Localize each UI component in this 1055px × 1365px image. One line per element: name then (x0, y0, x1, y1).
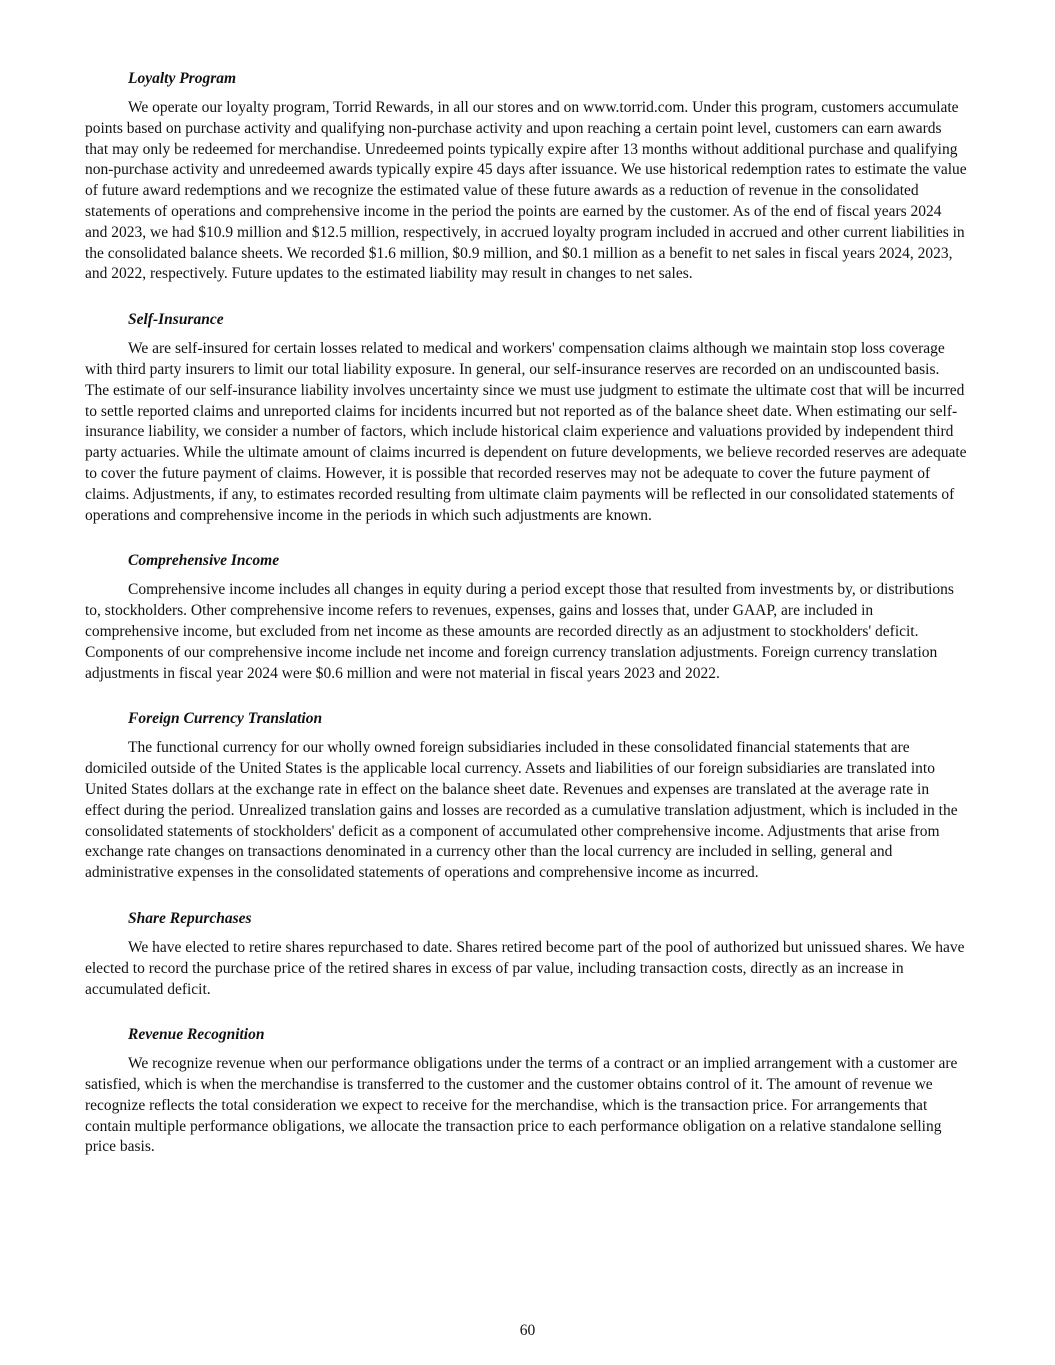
section-revenue-recognition (85, 1024, 967, 1158)
section-heading: Share Repurchases (128, 909, 252, 927)
section-heading: Revenue Recognition (128, 1026, 265, 1044)
section-heading: Self-Insurance (128, 311, 224, 329)
section-paragraph: Comprehensive income includes all changes in equity during a period except those that resulted from investments by, or distributions to, stockholders. Other comprehensive income refers to revenues, expenses, gains and losses that, under GAAP, are included in comprehensive income, but excluded from net income as these amounts are recorded directly as an adjustment to stockholders' deficit. Components of our comprehensive income include net income and foreign currency translation adjustments. Foreign currency translation adjustments in fiscal year 2024 were $0.6 million and were not material in fiscal years 2023 and 2022. (85, 581, 954, 682)
section-paragraph: We operate our loyalty program, Torrid Rewards, in all our stores and on www.torrid.com. Under this program, customers accumulate points based on purchase activity and qualifying non-purchase activity and upon reaching a certain point level, customers can earn awards that may only be redeemed for merchandise. Unredeemed points typically expire after 13 months without additional purchase and qualifying non-purchase activity and unredeemed awards typically expire 45 days after issuance. We use historical redemption rates to estimate the value of future award redemptions and we recognize the estimated value of these future awards as a reduction of revenue in the consolidated statements of operations and comprehensive income in the period the points are earned by the customer. As of the end of fiscal years 2024 and 2023, we had $10.9 million and $12.5 million, respectively, in accrued loyalty program included in accrued and other current liabilities in the consolidated balance sheets. We recorded $1.6 million, $0.9 million, and $0.1 million as a benefit to net sales in fiscal years 2024, 2023, and 2022, respectively. Future updates to the estimated liability may result in changes to net sales. (85, 99, 967, 283)
section-paragraph: We recognize revenue when our performance obligations under the terms of a contract or an implied arrangement with a customer are satisfied, which is when the merchandise is transferred to the customer and the customer obtains control of it. The amount of revenue we recognize reflects the total consideration we expect to receive for the merchandise, which is the transaction price. For arrangements that contain multiple performance obligations, we allocate the transaction price to each performance obligation on a relative standalone selling price basis. (85, 1055, 958, 1156)
section-comprehensive-income (85, 550, 967, 684)
section-paragraph: The functional currency for our wholly owned foreign subsidiaries included in these consolidated financial statements that are domiciled outside of the United States is the applicable local currency. Assets and liabilities of our foreign subsidiaries are translated into United States dollars at the exchange rate in effect on the balance sheet date. Revenues and expenses are translated at the average rate in effect during the period. Unrealized translation gains and losses are recorded as a cumulative translation adjustment, which is included in the consolidated statements of stockholders' deficit as a component of accumulated other comprehensive income. Adjustments that arise from exchange rate changes on transactions denominated in a currency other than the local currency are included in selling, general and administrative expenses in the consolidated statements of operations and comprehensive income as incurred. (85, 739, 958, 882)
section-heading: Loyalty Program (128, 70, 237, 87)
section-heading: Foreign Currency Translation (128, 710, 323, 728)
section-paragraph: We have elected to retire shares repurchased to date. Shares retired become part of the pool of authorized but unissued shares. We have elected to record the purchase price of the retired shares in excess of par value, including transaction costs, directly as an increase in accumulated deficit. (85, 938, 965, 998)
section-paragraph: We are self-insured for certain losses related to medical and workers' compensation claims although we maintain stop loss coverage with third party insurers to limit our total liability exposure. In general, our self-insurance reserves are recorded on an undiscounted basis. The estimate of our self-insurance liability involves uncertainty since we must use judgment to estimate the ultimate cost that will be incurred to settle reported claims and unreported claims for incidents incurred but not reported as of the balance sheet date. When estimating our self-insurance liability, we consider a number of factors, which include historical claim experience and valuations provided by independent third party actuaries. While the ultimate amount of claims incurred is dependent on future developments, we believe recorded reserves are adequate to cover the future payment of claims. However, it is possible that recorded reserves may not be adequate to cover the future payment of claims. Adjustments, if any, to estimates recorded resulting from ultimate claim payments will be reflected in our consolidated statements of operations and comprehensive income in the periods in which such adjustments are known. (85, 340, 967, 524)
page-number: 60 (519, 1322, 536, 1339)
document-page (85, 68, 967, 1182)
section-loyalty-program (85, 68, 967, 285)
section-share-repurchases (85, 908, 967, 1000)
section-self-insurance (85, 309, 967, 526)
section-heading: Comprehensive Income (128, 552, 280, 570)
section-foreign-currency-translation (85, 708, 967, 884)
